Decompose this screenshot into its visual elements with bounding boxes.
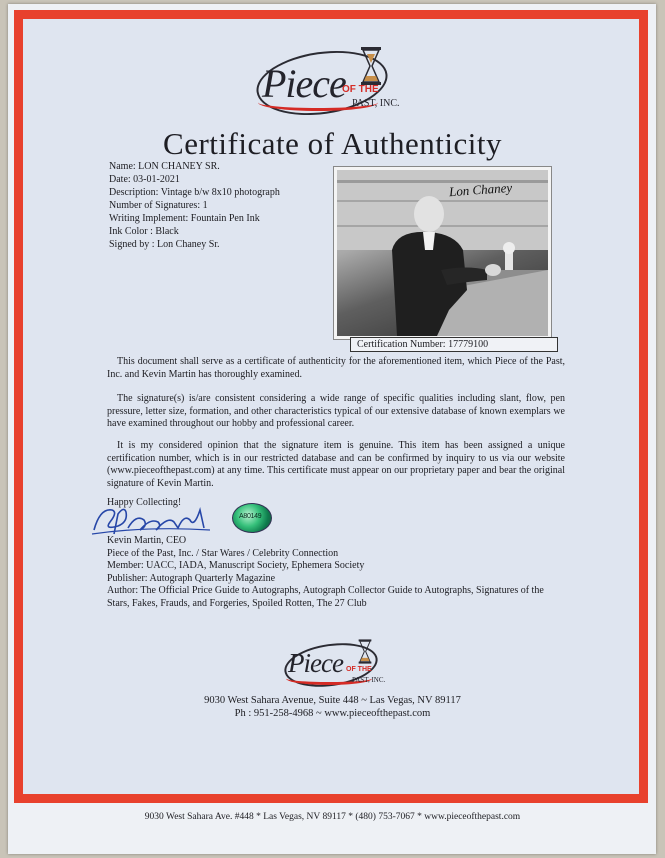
- detail-ink-color: Ink Color : Black: [109, 226, 179, 237]
- autographed-photo: [334, 167, 551, 339]
- signoff-author: Author: The Official Price Guide to Autographs, Autograph Collector Guide to Autographs, Signatures of the Stars, Fakes, Frauds, and Forgeries, Spoiled Rotten, The 27 Club: [107, 585, 544, 609]
- hourglass-icon: [360, 46, 382, 86]
- bottom-logo-main-text: Piece: [288, 648, 343, 678]
- address-line-1: 9030 West Sahara Avenue, Suite 448 ~ Las Vegas, NV 89117: [204, 695, 461, 706]
- certification-number: Certification Number: 17779100: [350, 337, 558, 352]
- signoff-company: Piece of the Past, Inc. / Star Wares / Celebrity Connection: [107, 547, 339, 559]
- signoff-member: Member: UACC, IADA, Manuscript Society, Ephemera Society: [107, 560, 365, 571]
- detail-signed-by: Signed by : Lon Chaney Sr.: [109, 239, 220, 250]
- signoff-greeting: Happy Collecting!: [107, 497, 182, 508]
- page-title: Certificate of Authenticity: [163, 126, 502, 161]
- detail-num-signatures: Number of Signatures: 1: [109, 200, 208, 211]
- logo-past-inc-text: PAST, INC.: [352, 98, 400, 109]
- detail-name: Name: LON CHANEY SR.: [109, 161, 220, 172]
- signoff-details: [107, 535, 364, 585]
- bottom-hourglass-icon: [358, 638, 372, 665]
- bottom-logo: [280, 636, 400, 691]
- address-line-2: Ph : 951-258-4968 ~ www.pieceofthepast.com: [234, 708, 431, 719]
- top-logo: [248, 42, 428, 122]
- logo-main-text: Piece: [262, 61, 346, 106]
- detail-date: Date: 03-01-2021: [109, 174, 180, 185]
- hologram-id: A80149: [239, 513, 262, 520]
- item-details: [109, 160, 280, 251]
- detail-writing-implement: Writing Implement: Fountain Pen Ink: [109, 213, 260, 224]
- paragraph-intro: This document shall serve as a certificate of authenticity for the aforementioned item, which Piece of the Past, Inc. and Kevin Martin has thoroughly examined.: [107, 356, 565, 380]
- paragraph-opinion: It is my considered opinion that the signature item is genuine. This item has been assigned a unique certification number, which is in our restricted database and can be confirmed by inquiry to us via our website (www.pieceofthepast.com) at any time. This certificate must appear on our proprietary paper and bear the original signature of Kevin Martin.: [107, 440, 565, 489]
- signoff-publisher: Publisher: Autograph Quarterly Magazine: [107, 572, 276, 584]
- bottom-logo-past-inc-text: PAST, INC.: [352, 676, 386, 684]
- address-block: [0, 694, 665, 720]
- signoff-name: Kevin Martin, CEO: [107, 535, 187, 546]
- authentication-hologram: [232, 503, 272, 533]
- bottom-logo-of-the-text: OF THE: [346, 666, 372, 673]
- footer-contact: 9030 West Sahara Ave. #448 * Las Vegas, NV 89117 * (480) 753-7067 * www.pieceofthepast.com: [144, 812, 521, 822]
- paragraph-signature-analysis: The signature(s) is/are consistent considering a wide range of specific qualities including slant, flow, pen pressure, letter size, formation, and other characteristics typical of our extensive database of known exemplars we have examined throughout our hobby and professional career.: [107, 393, 565, 429]
- photo-inscription: Lon Chaney: [448, 179, 513, 200]
- logo-of-the-text: OF THE: [342, 84, 379, 95]
- detail-description: Description: Vintage b/w 8x10 photograph: [109, 187, 280, 198]
- photo-illustration: [337, 170, 548, 336]
